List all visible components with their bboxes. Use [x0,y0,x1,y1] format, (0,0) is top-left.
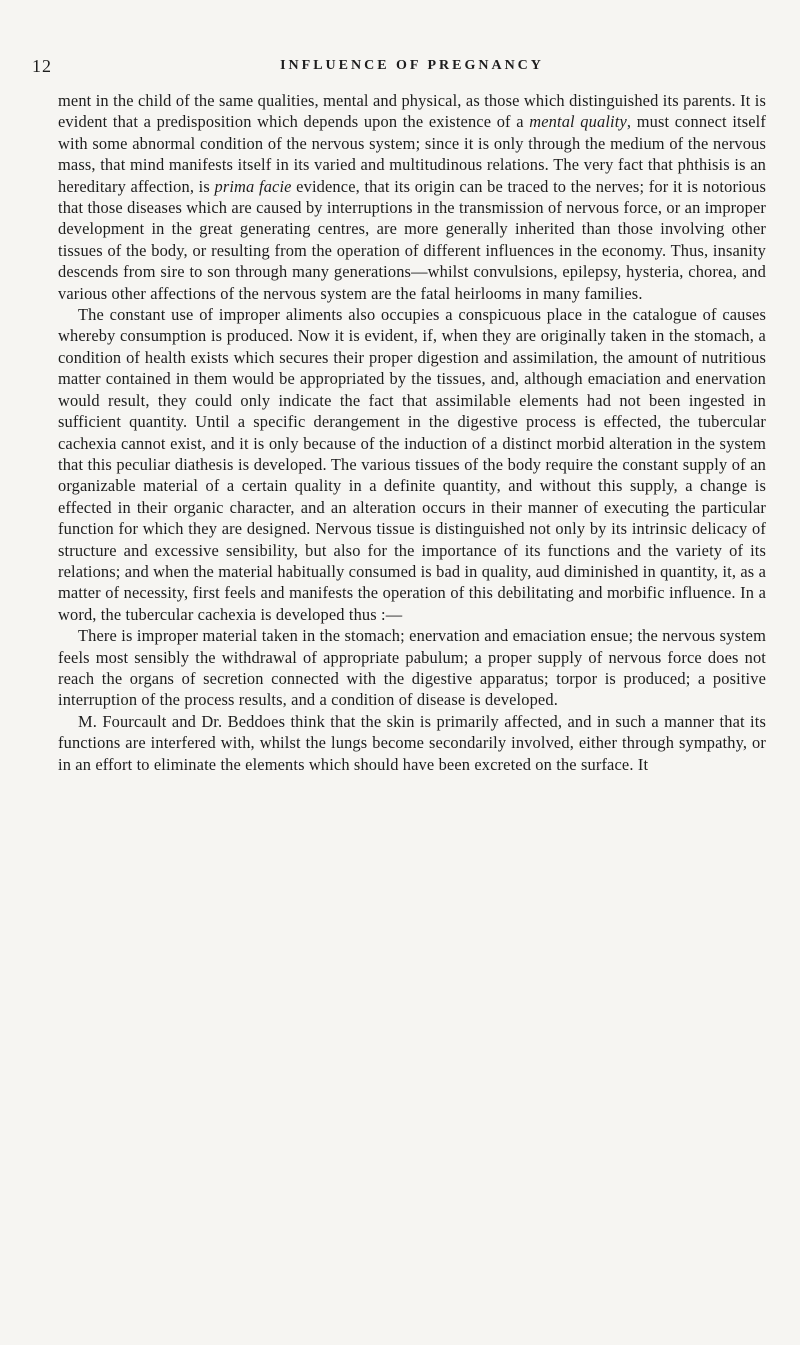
running-header [32,56,766,86]
paragraph [58,625,766,711]
text-run: evidence, that its origin can be traced to the nerves; for it is notorious that those diseases which are caused by interruptions in the transmission of nervous force, or an improper development in the great generating centres, are more generally inherited than those involving other tissues of the body, or resulting from the operation of different influences in the economy. Thus, insanity descends from sire to son through many generations—whilst convulsions, epilepsy, hysteria, chorea, and various other affections of the nervous system are the fatal heirlooms in many families. [58,176,766,303]
paragraph [58,711,766,775]
book-page [32,56,766,775]
paragraph [58,90,766,304]
text-run: ment in the child of the same qualities, mental and physical, as those which distinguished its parents. It is evident that a predisposition which depends upon the existence of a [58,91,766,132]
text-run: There is improper material taken in the stomach; enervation and emaciation ensue; the nervous system feels most sensibly the withdrawal of appropriate pabulum; a proper supply of nervous force does not reach the organs of secretion connected with the digestive apparatus; torpor is produced; a positive interruption of the process results, and a condition of disease is developed. [58,626,766,710]
paragraph [58,304,766,625]
text-run: The constant use of improper aliments also occupies a conspicuous place in the catalogue of causes whereby consumption is produced. Now it is evident, if, when they are originally taken in the stomach, a condition of health exists which secures their proper digestion and assimilation, the amount of nutritious matter contained in them would be appropriated by the tissues, and, although emaciation and enervation would result, they could only indicate the fact that assimilable elements had not been ingested in sufficient quantity. Until a specific derangement in the digestive process is effected, the tubercular cachexia cannot exist, and it is only because of the induction of a distinct morbid alteration in the system that this peculiar diathesis is developed. The various tissues of the body require the constant supply of an organizable material of a certain quality in a definite quantity, and without this supply, a change is effected in their organic character, and an alteration occurs in their manner of executing the particular function for which they are designed. Nervous tissue is distinguished not only by its intrinsic delicacy of structure and excessive sensibility, but also for the importance of its functions and the variety of its relations; and when the material habitually consumed is bad in quality, aud diminished in quantity, it, as a matter of necessity, first feels and manifests the operation of this debilitating and morbific influence. In a word, the tubercular cachexia is developed thus :— [58,305,766,624]
italic-text: mental quality [529,112,627,132]
text-run: M. Fourcault and Dr. Beddoes think that the skin is primarily affected, and in such a manner that its functions are interfered with, whilst the lungs become secondarily involved, either through sympathy, or in an effort to eliminate the elements which should have been excreted on the surface. It [58,711,766,774]
body-text [58,90,766,775]
italic-text: prima facie [214,176,292,196]
text-run: , must connect itself with some abnormal condition of the nervous system; since it is only through the medium of the nervous mass, that mind manifests itself in its varied and multitudinous relations. The very fact that phthisis is an hereditary affection, is [58,112,766,196]
running-title: INFLUENCE OF PREGNANCY [280,58,544,73]
page-number: 12 [32,56,52,76]
